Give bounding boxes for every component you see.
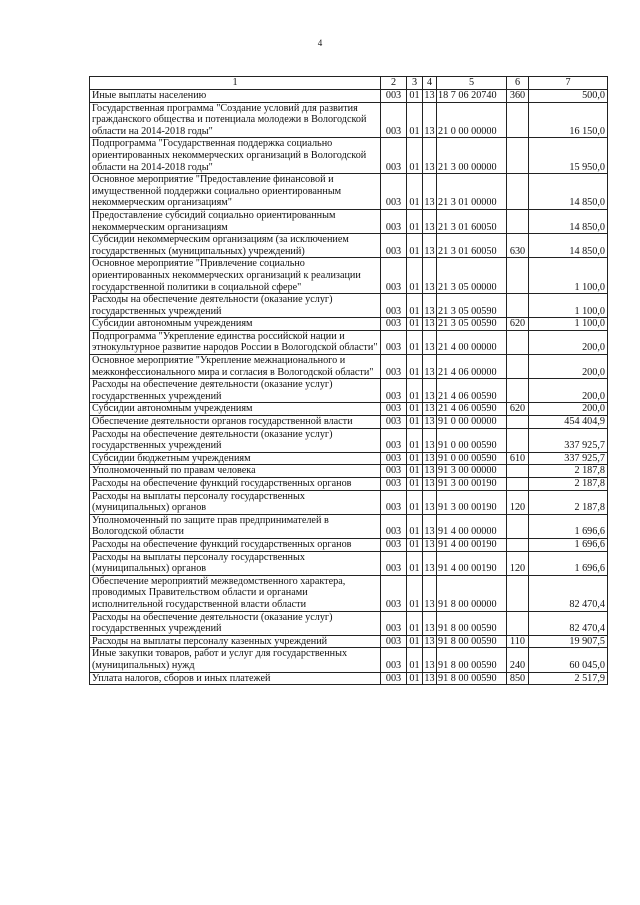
- cell-name: Расходы на обеспечение деятельности (оказание услуг) государственных учреждений: [90, 611, 381, 635]
- cell-csr: 21 3 00 00000: [437, 138, 507, 174]
- table-row: [90, 648, 608, 672]
- cell-csr: 21 4 06 00590: [437, 379, 507, 403]
- cell-csr: 18 7 06 20740: [437, 90, 507, 103]
- cell-rz: 01: [407, 174, 423, 210]
- cell-pr: 13: [423, 234, 437, 258]
- cell-ved: 003: [381, 209, 407, 233]
- cell-pr: 13: [423, 174, 437, 210]
- cell-ved: 003: [381, 318, 407, 331]
- cell-pr: 13: [423, 428, 437, 452]
- cell-name: Основное мероприятие "Привлечение социально ориентированных некоммерческих организаций к реализации государственной политики в социальной сфере": [90, 258, 381, 294]
- cell-vr: [507, 478, 529, 491]
- cell-rz: 01: [407, 538, 423, 551]
- cell-name: Расходы на выплаты персоналу государственных (муниципальных) органов: [90, 551, 381, 575]
- cell-csr: 91 3 00 00190: [437, 490, 507, 514]
- header-vr: 6: [507, 77, 529, 90]
- cell-ved: 003: [381, 648, 407, 672]
- cell-ved: 003: [381, 379, 407, 403]
- table-row: [90, 538, 608, 551]
- header-sum: 7: [529, 77, 608, 90]
- cell-csr: 91 4 00 00190: [437, 551, 507, 575]
- table-row: [90, 355, 608, 379]
- cell-ved: 003: [381, 478, 407, 491]
- cell-pr: 13: [423, 209, 437, 233]
- cell-vr: 610: [507, 452, 529, 465]
- cell-pr: 13: [423, 648, 437, 672]
- table-row: [90, 330, 608, 354]
- cell-ved: 003: [381, 234, 407, 258]
- table-row: [90, 138, 608, 174]
- cell-ved: 003: [381, 538, 407, 551]
- cell-ved: 003: [381, 90, 407, 103]
- cell-vr: [507, 538, 529, 551]
- cell-rz: 01: [407, 209, 423, 233]
- cell-vr: [507, 379, 529, 403]
- table-row: [90, 575, 608, 611]
- cell-name: Подпрограмма "Укрепление единства российской нации и этнокультурное развитие народов России в Вологодской области": [90, 330, 381, 354]
- cell-vr: [507, 102, 529, 138]
- cell-vr: 630: [507, 234, 529, 258]
- cell-vr: 110: [507, 635, 529, 648]
- cell-vr: 620: [507, 403, 529, 416]
- cell-csr: 21 3 05 00000: [437, 258, 507, 294]
- cell-rz: 01: [407, 102, 423, 138]
- cell-vr: 120: [507, 551, 529, 575]
- table-row: [90, 551, 608, 575]
- cell-csr: 21 4 06 00590: [437, 403, 507, 416]
- cell-rz: 01: [407, 403, 423, 416]
- cell-ved: 003: [381, 465, 407, 478]
- cell-csr: 91 3 00 00000: [437, 465, 507, 478]
- cell-pr: 13: [424, 403, 435, 415]
- cell-rz: 01: [407, 611, 423, 635]
- cell-sum: 337 925,7: [529, 452, 608, 465]
- cell-sum: 454 404,9: [529, 416, 608, 429]
- cell-name: Субсидии автономным учреждениям: [90, 318, 381, 331]
- cell-rz: 01: [407, 575, 423, 611]
- cell-vr: [507, 258, 529, 294]
- cell-sum: 82 470,4: [529, 611, 608, 635]
- cell-name: Расходы на обеспечение функций государственных органов: [90, 538, 381, 551]
- cell-name: Уполномоченный по правам человека: [90, 465, 381, 478]
- cell-sum: 15 950,0: [529, 138, 608, 174]
- cell-ved: 003: [381, 102, 407, 138]
- cell-rz: 01: [407, 428, 423, 452]
- cell-name: Расходы на обеспечение функций государственных органов: [90, 478, 381, 491]
- cell-vr: [507, 294, 529, 318]
- cell-ved: 003: [381, 428, 407, 452]
- cell-ved: 003: [381, 452, 407, 465]
- cell-ved: 003: [381, 416, 407, 429]
- cell-pr: 13: [423, 330, 437, 354]
- cell-csr: 21 3 01 60050: [437, 234, 507, 258]
- cell-name: Расходы на обеспечение деятельности (оказание услуг) государственных учреждений: [90, 428, 381, 452]
- cell-pr: 13: [423, 575, 437, 611]
- cell-sum: 2 187,8: [529, 465, 608, 478]
- cell-ved: 003: [381, 403, 407, 416]
- cell-sum: 1 696,6: [529, 538, 608, 551]
- cell-vr: [507, 330, 529, 354]
- cell-csr: 91 8 00 00590: [437, 611, 507, 635]
- cell-pr: 13: [424, 672, 435, 684]
- cell-ved: 003: [381, 672, 407, 685]
- cell-csr: 91 3 00 00190: [437, 478, 507, 491]
- cell-name: Подпрограмма "Государственная поддержка социально ориентированных некоммерческих организаций в Вологодской области на 2014-2018 годы": [90, 138, 381, 174]
- cell-sum: 200,0: [529, 330, 608, 354]
- table-row: [90, 403, 608, 416]
- cell-sum: 19 907,5: [529, 635, 608, 648]
- cell-sum: 16 150,0: [529, 102, 608, 138]
- cell-csr: 91 8 00 00590: [437, 635, 507, 648]
- cell-name: Предоставление субсидий социально ориентированным некоммерческим организациям: [90, 209, 381, 233]
- cell-vr: [507, 611, 529, 635]
- cell-rz: 01: [407, 138, 423, 174]
- cell-vr: 620: [507, 318, 529, 331]
- cell-vr: 120: [507, 490, 529, 514]
- cell-ved: 003: [381, 174, 407, 210]
- cell-sum: 200,0: [529, 403, 608, 416]
- cell-rz: 01: [407, 490, 423, 514]
- header-name: 1: [90, 77, 381, 90]
- table-row: [90, 490, 608, 514]
- cell-pr: 13: [423, 611, 437, 635]
- cell-pr: 13: [424, 90, 435, 101]
- cell-ved: 003: [381, 635, 407, 648]
- cell-name: Субсидии бюджетным учреждениям: [90, 452, 381, 465]
- cell-vr: [507, 209, 529, 233]
- cell-ved: 003: [381, 294, 407, 318]
- table-row: [90, 379, 608, 403]
- cell-rz: 01: [407, 478, 423, 491]
- cell-name: Субсидии автономным учреждениям: [90, 403, 381, 416]
- cell-vr: [507, 514, 529, 538]
- cell-sum: 1 696,6: [529, 514, 608, 538]
- cell-csr: 21 3 01 60050: [437, 209, 507, 233]
- cell-name: Расходы на выплаты персоналу государственных (муниципальных) органов: [90, 490, 381, 514]
- table-row: [90, 428, 608, 452]
- header-ved: 2: [381, 77, 407, 90]
- cell-ved: 003: [381, 514, 407, 538]
- cell-name: Основное мероприятие "Предоставление финансовой и имущественной поддержки социально ориентированным некоммерческим организациям": [90, 174, 381, 210]
- cell-rz: 01: [407, 379, 423, 403]
- cell-vr: [507, 428, 529, 452]
- cell-rz: 01: [407, 514, 423, 538]
- cell-sum: 1 100,0: [529, 258, 608, 294]
- cell-rz: 01: [407, 318, 423, 331]
- cell-csr: 21 0 00 00000: [437, 102, 507, 138]
- cell-sum: 14 850,0: [529, 209, 608, 233]
- cell-name: Обеспечение деятельности органов государственной власти: [90, 416, 381, 429]
- cell-vr: [507, 416, 529, 429]
- cell-csr: 91 4 00 00000: [437, 514, 507, 538]
- cell-sum: 1 100,0: [529, 294, 608, 318]
- cell-rz: 01: [407, 452, 423, 465]
- cell-csr: 91 0 00 00000: [437, 416, 507, 429]
- cell-rz: 01: [407, 635, 423, 648]
- page-number: 4: [317, 38, 323, 48]
- cell-name: Расходы на выплаты персоналу казенных учреждений: [90, 635, 381, 648]
- cell-sum: 200,0: [529, 379, 608, 403]
- table-row: [90, 90, 608, 103]
- cell-rz: 01: [407, 672, 423, 685]
- cell-sum: 500,0: [529, 90, 608, 103]
- cell-name: Обеспечение мероприятий межведомственного характера, проводимых Правительством области и органами исполнительной государственной власти области: [90, 575, 381, 611]
- cell-vr: [507, 174, 529, 210]
- cell-pr: 13: [424, 635, 435, 647]
- cell-pr: 13: [424, 538, 435, 550]
- cell-name: Уполномоченный по защите прав предпринимателей в Вологодской области: [90, 514, 381, 538]
- cell-csr: 21 4 06 00000: [437, 355, 507, 379]
- cell-rz: 01: [407, 294, 423, 318]
- header-csr: 5: [437, 77, 507, 90]
- cell-vr: 360: [507, 90, 529, 103]
- cell-csr: 91 8 00 00590: [437, 648, 507, 672]
- header-rz: 3: [407, 77, 423, 90]
- cell-csr: 91 8 00 00590: [437, 672, 507, 685]
- cell-pr: 13: [423, 258, 437, 294]
- cell-pr: 13: [424, 318, 435, 330]
- cell-sum: 337 925,7: [529, 428, 608, 452]
- cell-sum: 14 850,0: [529, 234, 608, 258]
- cell-sum: 1 696,6: [529, 551, 608, 575]
- cell-name: Иные выплаты населению: [90, 90, 381, 103]
- cell-rz: 01: [407, 551, 423, 575]
- cell-ved: 003: [381, 330, 407, 354]
- cell-sum: 2 517,9: [529, 672, 608, 685]
- cell-csr: 21 3 01 00000: [437, 174, 507, 210]
- cell-vr: [507, 465, 529, 478]
- header-pr: 4: [423, 77, 437, 90]
- cell-ved: 003: [381, 551, 407, 575]
- cell-name: Уплата налогов, сборов и иных платежей: [90, 672, 381, 685]
- table-row: [90, 478, 608, 491]
- table-row: [90, 102, 608, 138]
- cell-sum: 2 187,8: [529, 490, 608, 514]
- cell-pr: 13: [423, 355, 437, 379]
- cell-csr: 21 3 05 00590: [437, 294, 507, 318]
- table-row: [90, 234, 608, 258]
- cell-rz: 01: [407, 90, 423, 103]
- cell-ved: 003: [381, 611, 407, 635]
- cell-vr: [507, 138, 529, 174]
- cell-sum: 82 470,4: [529, 575, 608, 611]
- cell-ved: 003: [381, 575, 407, 611]
- budget-table: [89, 76, 608, 685]
- cell-rz: 01: [407, 416, 423, 429]
- cell-rz: 01: [407, 234, 423, 258]
- cell-pr: 13: [424, 465, 435, 477]
- cell-ved: 003: [381, 490, 407, 514]
- cell-name: Расходы на обеспечение деятельности (оказание услуг) государственных учреждений: [90, 294, 381, 318]
- cell-csr: 91 4 00 00190: [437, 538, 507, 551]
- table-row: [90, 174, 608, 210]
- cell-rz: 01: [407, 355, 423, 379]
- cell-rz: 01: [407, 648, 423, 672]
- cell-pr: 13: [423, 294, 437, 318]
- cell-pr: 13: [424, 452, 435, 464]
- table-row: [90, 452, 608, 465]
- cell-name: Субсидии некоммерческим организациям (за исключением государственных (муниципальных) учреждений): [90, 234, 381, 258]
- cell-ved: 003: [381, 138, 407, 174]
- cell-csr: 91 8 00 00000: [437, 575, 507, 611]
- cell-pr: 13: [423, 551, 437, 575]
- cell-rz: 01: [407, 465, 423, 478]
- cell-pr: 13: [424, 478, 435, 489]
- cell-ved: 003: [381, 258, 407, 294]
- table-row: [90, 465, 608, 478]
- table-row: [90, 635, 608, 648]
- cell-sum: 14 850,0: [529, 174, 608, 210]
- cell-pr: 13: [423, 138, 437, 174]
- cell-csr: 21 3 05 00590: [437, 318, 507, 331]
- cell-sum: 1 100,0: [529, 318, 608, 331]
- cell-sum: 60 045,0: [529, 648, 608, 672]
- table-row: [90, 611, 608, 635]
- header-row: [90, 77, 608, 90]
- cell-rz: 01: [407, 258, 423, 294]
- cell-csr: 91 0 00 00590: [437, 428, 507, 452]
- cell-rz: 01: [407, 330, 423, 354]
- table-row: [90, 416, 608, 429]
- cell-vr: 240: [507, 648, 529, 672]
- table-row: [90, 209, 608, 233]
- cell-csr: 91 0 00 00590: [437, 452, 507, 465]
- cell-sum: 200,0: [529, 355, 608, 379]
- cell-pr: 13: [423, 379, 437, 403]
- cell-name: Государственная программа "Создание условий для развития гражданского общества и потенциала молодежи в Вологодской области на 2014-2018 годы": [90, 102, 381, 138]
- cell-name: Основное мероприятие "Укрепление межнационального и межконфессионального мира и согласия в Вологодской области": [90, 355, 381, 379]
- table-row: [90, 294, 608, 318]
- cell-pr: 13: [423, 514, 437, 538]
- table-row: [90, 318, 608, 331]
- cell-name: Расходы на обеспечение деятельности (оказание услуг) государственных учреждений: [90, 379, 381, 403]
- table-row: [90, 258, 608, 294]
- table-row: [90, 672, 608, 685]
- cell-csr: 21 4 00 00000: [437, 330, 507, 354]
- table-body: [90, 90, 608, 685]
- cell-pr: 13: [423, 102, 437, 138]
- cell-vr: [507, 355, 529, 379]
- cell-vr: [507, 575, 529, 611]
- cell-pr: 13: [423, 490, 437, 514]
- cell-pr: 13: [424, 416, 435, 428]
- cell-ved: 003: [381, 355, 407, 379]
- table-row: [90, 514, 608, 538]
- cell-vr: 850: [507, 672, 529, 685]
- cell-name: Иные закупки товаров, работ и услуг для государственных (муниципальных) нужд: [90, 648, 381, 672]
- cell-sum: 2 187,8: [529, 478, 608, 491]
